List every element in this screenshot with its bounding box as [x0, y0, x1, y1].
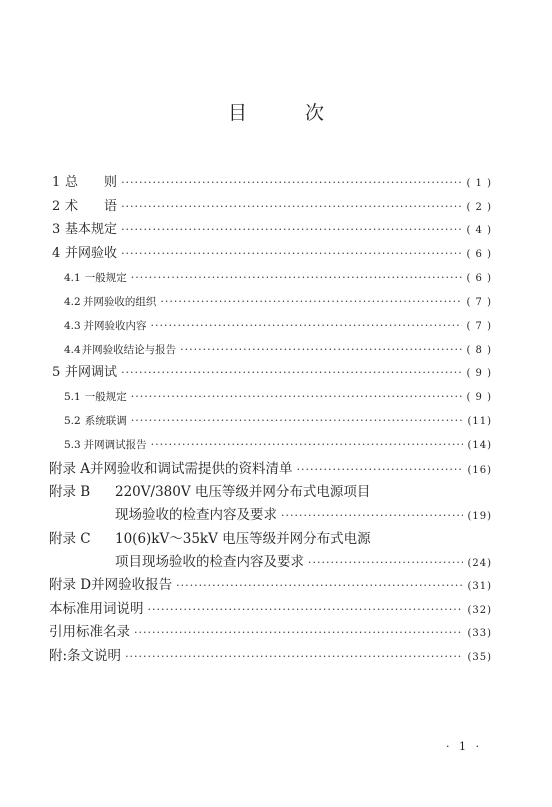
toc-entry[interactable] — [64, 293, 492, 312]
toc-leader-dots — [121, 245, 462, 263]
toc-entry[interactable] — [64, 341, 492, 360]
toc-entry-number: 附录 D — [49, 577, 92, 593]
toc-entry-page: ( 2 ) — [466, 202, 492, 213]
toc-leader-dots — [125, 648, 463, 666]
toc-entry-page: (32) — [467, 605, 492, 616]
toc-leader-dots — [134, 624, 463, 642]
toc-entry-page: (11) — [467, 416, 492, 427]
toc-entry-page: (33) — [467, 628, 492, 639]
page-number: · 1 · — [446, 740, 482, 753]
toc-entry-number: 4.2 — [64, 296, 81, 308]
toc-entry-page: (19) — [467, 511, 492, 522]
toc-leader-dots — [160, 293, 462, 311]
toc-leader-dots — [131, 388, 463, 406]
toc-entry-label: 并网调试 — [65, 365, 118, 380]
toc-entry[interactable] — [52, 245, 492, 264]
toc-entry-page: (14) — [467, 440, 492, 451]
toc-entry-number: 附录 C — [49, 531, 91, 547]
toc-entry-label: 引用标准名录 — [49, 624, 130, 640]
toc-entry-label: 一般规定 — [84, 272, 127, 284]
toc-entry[interactable] — [52, 174, 492, 193]
toc-entry-number: 附录 A — [49, 461, 91, 477]
toc-entry-label: 总 则 — [65, 175, 118, 190]
toc-entry-first-line[interactable] — [49, 530, 371, 548]
toc-entry-page: ( 7 ) — [466, 321, 492, 332]
toc-entry-number: 5.3 — [64, 439, 81, 451]
toc-entry[interactable] — [49, 623, 492, 643]
toc-leader-dots — [121, 198, 462, 216]
toc-leader-dots — [148, 601, 464, 619]
toc-entry-label: 并网验收的组织 — [82, 296, 157, 308]
toc-leader-dots — [131, 412, 464, 430]
toc-entry[interactable] — [49, 600, 492, 620]
toc-entry[interactable] — [49, 576, 492, 596]
toc-entry-page: ( 9 ) — [466, 392, 492, 403]
toc-entry-label: 并网验收报告 — [91, 577, 173, 593]
toc-entry[interactable] — [64, 269, 492, 288]
toc-entry-number: 4 — [52, 246, 61, 261]
toc-entry-number: 2 — [52, 199, 61, 214]
toc-entry-page: (31) — [467, 581, 492, 592]
toc-leader-dots — [121, 364, 462, 382]
toc-entry-page: ( 4 ) — [466, 225, 492, 236]
toc-leader-dots — [131, 269, 463, 287]
toc-entry[interactable] — [64, 436, 492, 455]
toc-entry[interactable] — [115, 553, 492, 573]
toc-entry-page: (24) — [467, 558, 492, 569]
toc-entry[interactable] — [52, 221, 492, 240]
toc-entry-number: 3 — [52, 222, 61, 237]
toc-entry-label: 基本规定 — [65, 222, 118, 237]
toc-entry-label: 并网验收结论与报告 — [81, 344, 177, 356]
toc-entry-number: 附录 B — [49, 484, 91, 500]
toc-entry-label: 并网验收内容 — [83, 320, 147, 332]
toc-entry[interactable] — [52, 364, 492, 383]
toc-entry-page: (16) — [467, 465, 492, 476]
toc-entry-label: 并网验收和调试需提供的资料清单 — [90, 461, 293, 477]
toc-entry-label: 并网调试报告 — [83, 439, 147, 451]
toc-entry-number: 5 — [52, 365, 61, 380]
toc-leader-dots — [121, 221, 462, 239]
toc-entry-label: 本标准用词说明 — [49, 601, 144, 617]
toc-entry-first-line[interactable] — [49, 483, 370, 501]
page-title: 目 次 — [227, 102, 351, 124]
toc-entry-page: ( 6 ) — [466, 249, 492, 260]
toc-leader-dots — [151, 317, 463, 335]
toc-entry-page: (35) — [467, 652, 492, 663]
toc-entry-label: 一般规定 — [84, 391, 127, 403]
toc-entry-label: 附:条文说明 — [49, 648, 122, 664]
toc-entry-number: 5.2 — [64, 415, 81, 427]
toc-entry-label-continued: 现场验收的检查内容及要求 — [115, 507, 277, 523]
toc-entry-number: 4.1 — [64, 272, 81, 284]
toc-entry-label: 并网验收 — [65, 246, 118, 261]
toc-leader-dots — [297, 461, 464, 479]
toc-entry[interactable] — [49, 460, 492, 480]
toc-entry-number: 4.4 — [64, 344, 81, 356]
toc-leader-dots — [151, 436, 464, 454]
toc-entry-page: ( 8 ) — [466, 345, 492, 356]
toc-entry-label: 10(6)kV～35kV 电压等级并网分布式电源 — [115, 531, 371, 547]
toc-entry-label: 术 语 — [65, 199, 118, 214]
toc-entry-label: 系统联调 — [84, 415, 127, 427]
toc-entry-page: ( 7 ) — [466, 297, 492, 308]
toc-leader-dots — [176, 577, 463, 595]
toc-entry[interactable] — [49, 647, 492, 667]
toc-leader-dots — [180, 341, 462, 359]
toc-entry-label: 220V/380V 电压等级并网分布式电源项目 — [115, 484, 371, 500]
toc-entry[interactable] — [52, 198, 492, 217]
toc-entry[interactable] — [64, 388, 492, 407]
toc-entry[interactable] — [115, 506, 492, 526]
toc-entry[interactable] — [64, 412, 492, 431]
toc-entry-page: ( 9 ) — [466, 368, 492, 379]
toc-entry[interactable] — [64, 317, 492, 336]
toc-leader-dots — [281, 507, 463, 525]
toc-entry-page: ( 1 ) — [466, 178, 492, 189]
toc-leader-dots — [308, 554, 463, 572]
toc-entry-number: 5.1 — [64, 391, 81, 403]
toc-entry-label-continued: 项目现场验收的检查内容及要求 — [115, 554, 304, 570]
toc-entry-number: 1 — [52, 175, 61, 190]
toc-leader-dots — [121, 174, 462, 192]
toc-entry-page: ( 6 ) — [466, 273, 492, 284]
toc-entry-number: 4.3 — [64, 320, 81, 332]
